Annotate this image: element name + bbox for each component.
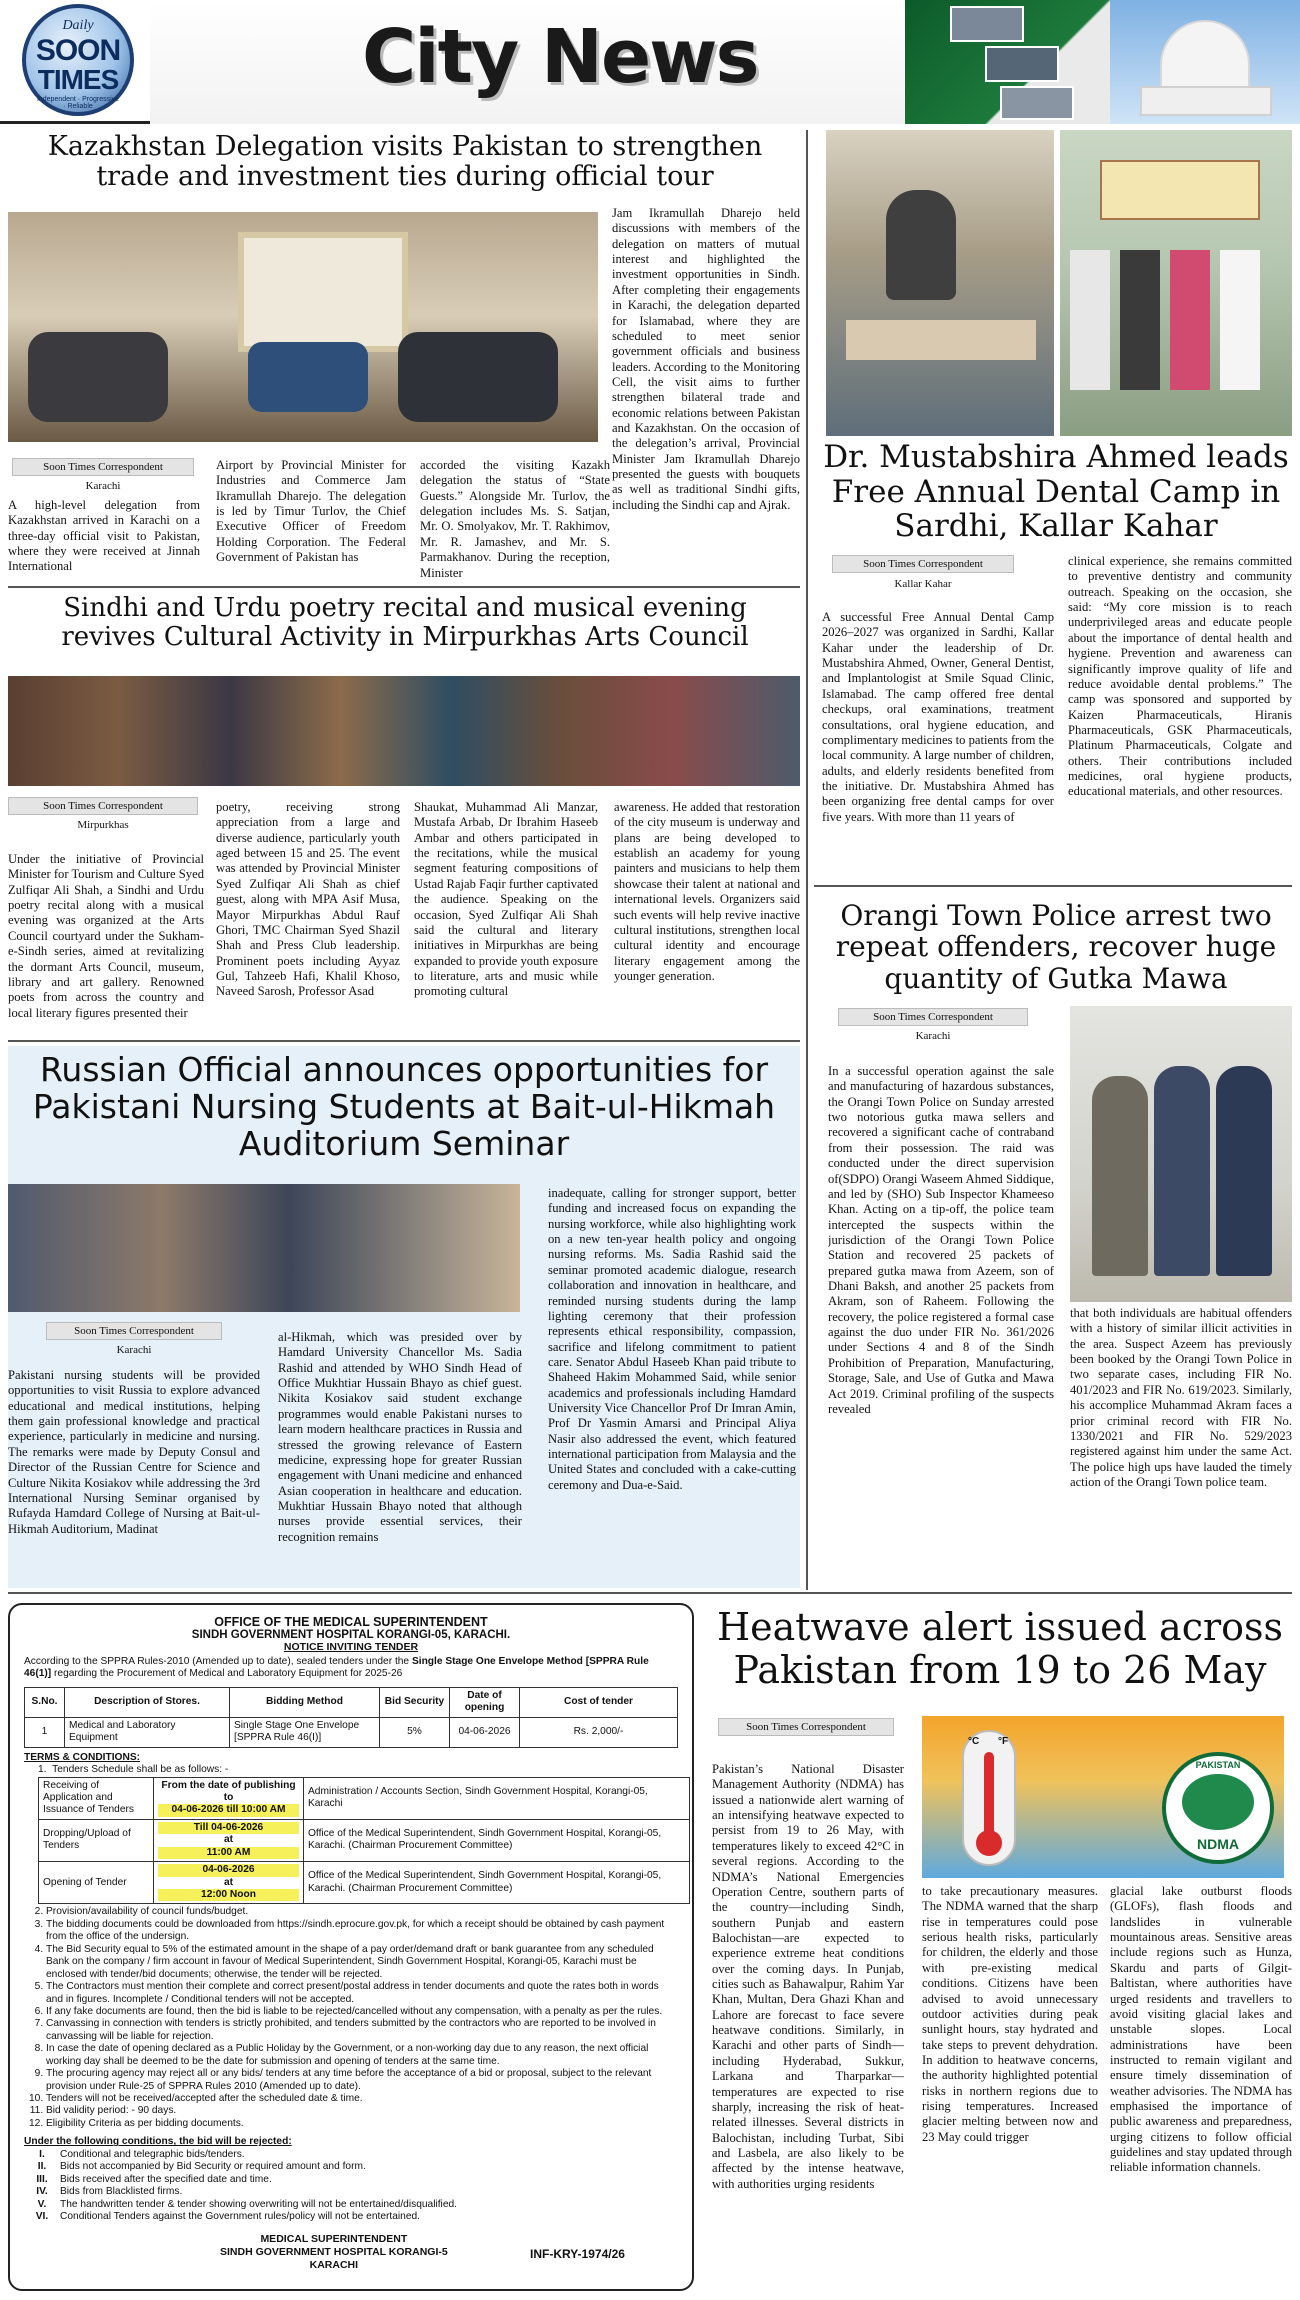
russian-col-2: al-Hikmah, which was presided over by Hamdard University Chancellor Ms. Sadia Rashid and attended by WHO Sindh Head of Office Mukhtiar Hussain Bhayo as chief guest. Nikita Kosiakov said student exchange programmes would enable Pakistani nurses to learn modern healthcare practices in Russia and stressed the growing relevance of Eastern medicine, expressing hope for greater Russian engagement with Unani medicine and enhanced Asian cooperation in healthcare and education. Mukhtiar Hussain Bhayo noted that although nurses provide essential services, their recognition remains <box>278 1330 522 1544</box>
heatwave-col-2: to take precautionary measures. The NDMA warned that the sharp rise in temperatures could pose serious health risks, particularly for children, the elderly and those with pre-existing medical conditions. Citizens have been advised to avoid unnecessary outdoor activities during peak sunlight hours, stay hydrated and take steps to prevent dehydration. In addition to heatwave concerns, the authority highlighted potential risks in northern regions due to rising temperatures. Increased glacier melting between now and 23 May could trigger <box>922 1884 1098 2144</box>
dateline-kazakh: Karachi <box>85 480 121 492</box>
header-portrait-1 <box>950 6 1024 42</box>
term-item: 10. Tenders will not be received/accepted after the scheduled date & time. <box>46 2093 678 2105</box>
sched-r2-mid-c: 11:00 AM <box>158 1847 299 1859</box>
condition-row <box>24 2211 678 2223</box>
masthead <box>0 0 1300 124</box>
headline-orangi[interactable]: Orangi Town Police arrest two repeat offenders, recover huge quantity of Gutka Mawa <box>835 899 1277 995</box>
heatwave-col-1: Pakistan’s National Disaster Management Authority (NDMA) has issued a nationwide alert warning of an intensifying heatwave expected to persist from 19 to 26 May, with temperatures likely to exceed 42°C in several regions. According to the NDMA’s National Emergencies Operation Centre, southern parts of the country—including Sindh, southern Punjab and eastern Balochistan—are expected to experience extreme heat conditions over the coming days. In Punjab, cities such as Bahawalpur, Rahim Yar Khan, Multan, Dera Ghazi Khan and Lahore are forecast to face severe heatwave conditions. Similarly, in Karachi and other parts of Sindh—including Hyderabad, Sukkur, Larkana and Tharparkar—temperatures are expected to rise sharply, increasing the risk of heat-related illnesses. Several districts in Balochistan, including Turbat, Sibi and Lasbela, are also likely to be affected by the intense heatwave, with authorities urging residents <box>712 1762 904 2191</box>
kazakh-col-4: Jam Ikramullah Dharejo held discussions with members of the delegation on matters of mutual interest and highlighted the investment opportunities in Sindh. After completing their engagements in Karachi, the delegation departed for Islamabad, where they are scheduled to meet senior government officials and business leaders. According to the Monitoring Cell, the visit aims to further strengthen bilateral trade and economic relations between Pakistan and Kazakhstan. On the occasion of the delegation’s arrival, Provincial Minister Jam Ikramullah Dharejo presented the guests with bouquets as well as traditional Sindhi gifts, including the Sindhi cap and Ajrak. <box>612 206 800 512</box>
term-item[interactable]: 3. The bidding documents could be downloaded from https://sindh.eprocure.gov.pk, for which a receipt should be obtained by cash payment from the office of the undersign. <box>46 1919 678 1944</box>
sched-r3-mid-b: at <box>223 1876 234 1888</box>
term-item: 2. Provision/availability of council funds/budget. <box>46 1906 678 1918</box>
dateline-russian: Karachi <box>116 1344 152 1356</box>
condition-row <box>24 2174 678 2186</box>
condition-text: Bids not accompanied by Bid Security or required amount and form. <box>60 2161 366 2173</box>
headline-russian[interactable]: Russian Official announces opportunities for Pakistani Nursing Students at Bait-ul-Hikmah Auditorium Seminar <box>32 1050 776 1163</box>
schedule-table <box>38 1777 690 1905</box>
section-divider <box>8 1040 800 1042</box>
dateline-poetry: Mirpurkhas <box>77 819 129 831</box>
poetry-col-2: poetry, receiving strong appreciation from a large and diverse audience, particularly youth aged between 15 and 25. The event was attended by Provincial Minister Syed Zulfiqar Ali Shah as chief guest, along with MPA Asif Musa, Mayor Mirpurkhas Abdul Rauf Ghori, TMC Chairman Syed Shazil Shah and Press Club leadership. Prominent poets including Ayyaz Gul, Tahzeeb Hafi, Khalil Khoso, Naveed Sarosh, Professor Asad <box>216 800 400 999</box>
tender-intro <box>24 1656 678 1681</box>
th-sno: S.No. <box>25 1687 65 1717</box>
sign-line-3: KARACHI <box>309 2258 359 2271</box>
byline-orangi: Soon Times Correspondent <box>838 1008 1028 1026</box>
sched-r2-mid <box>154 1819 304 1861</box>
condition-text: Bids from Blacklisted firms. <box>60 2186 183 2198</box>
table-row <box>25 1717 678 1747</box>
condition-num: V. <box>37 2198 47 2210</box>
condition-row <box>24 2199 678 2211</box>
byline-dental: Soon Times Correspondent <box>832 555 1014 573</box>
cell-security: 5% <box>380 1717 450 1747</box>
condition-num: I. <box>39 2148 45 2160</box>
cell-opening: 04-06-2026 <box>450 1717 520 1747</box>
dateline-orangi: Karachi <box>915 1030 951 1042</box>
dental-col-2: clinical experience, she remains committed to preventive dentistry and community outreach. Speaking on the occasion, she said: “My core mission is to reach underprivileged areas and educate people about the importance of dental health and hygiene. Prevention and awareness can significantly improve quality of life and reduce avoidable dental problems.” The camp was sponsored and supported by Kaizen Pharmaceuticals, Hiranis Pharmaceuticals, GSK Pharmaceuticals, Platinum Pharmaceuticals, Colgate and others. Their contributions included medicines, oral hygiene products, educational materials, and other resources. <box>1068 554 1292 799</box>
mazar-base-graphic <box>1140 86 1272 116</box>
tender-notice <box>8 1603 694 2291</box>
russian-col-1: Pakistani nursing students will be provided opportunities to visit Russia to explore advanced educational and medical institutions, helping them gain professional knowledge and practical experience, particularly in medicine and nursing. The remarks were made by Deputy Consul and Director of the Russian Centre for Science and Culture Nikita Kosiakov while addressing the 3rd International Nursing Seminar organised by Rufayda Hamdard College of Nursing at Bait-ul-Hikmah Auditorium, Madinat <box>8 1368 260 1536</box>
sign-line-2: SINDH GOVERNMENT HOSPITAL KORANGI-5 <box>220 2245 448 2258</box>
section-divider <box>8 586 800 588</box>
sched-r1-mid-a: From the date of publishing <box>161 1779 296 1791</box>
section-title: City News <box>362 14 758 100</box>
th-bidding: Bidding Method <box>230 1687 380 1717</box>
table-row <box>39 1862 690 1904</box>
term-item: 4. The Bid Security equal to 5% of the estimated amount in the shape of a pay order/demand draft or bank guarantee from any scheduled Bank on the company / firm account in favour of Medical Superintendent, Sindh Government Hospital, Korangi-05, Karachi must be enclosed with tender/bid documents; otherwise, the tender will be rejected. <box>46 1944 678 1981</box>
condition-text: Bids received after the specified date and time. <box>60 2173 272 2185</box>
section-divider <box>814 885 1292 887</box>
th-cost: Cost of tender <box>520 1687 678 1717</box>
soon-times-logo[interactable] <box>22 4 134 116</box>
sched-r1-label: Receiving of Application and Issuance of Tenders <box>39 1777 154 1819</box>
kazakh-col-3: accorded the visiting Kazakh delegation the status of “State Guests.” Alongside Mr. Turlov, the delegation includes Ms. S. Satjan, Mr. O. Smolyakov, Mr. T. Rakhimov, Mr. R. Jamashev, and Mr. S. Parmakhanov. During the reception, Minister <box>420 458 610 580</box>
th-description: Description of Stores. <box>65 1687 230 1717</box>
poetry-col-4: awareness. He added that restoration of the city museum is underway and plans are being developed to establish an academy for young painters and musicians to help them showcase their talent at national and international levels. Organizers said such events will help revive inactive cultural institutions, strengthen local cultural identity and encourage literary engagement among the younger generation. <box>614 800 800 983</box>
condition-num: III. <box>36 2173 48 2185</box>
inf-kry-code: INF-KRY-1974/26 <box>530 2247 625 2261</box>
tender-intro-b: Single Stage One Envelope Method [SPPRA Rule 46(1)] <box>24 1656 649 1680</box>
sched-r2-mid-b: at <box>223 1834 234 1846</box>
logo-daily: Daily <box>62 18 94 33</box>
tender-table <box>24 1687 678 1748</box>
thermo-f-label: °F <box>998 1736 1009 1747</box>
photo-nursing-seminar <box>8 1184 520 1312</box>
schedule-intro: 1. Tenders Schedule shall be as follows: - <box>38 1764 229 1776</box>
orangi-col-2: that both individuals are habitual offenders with a history of similar illicit activities in the area. Suspect Azeem has previously been booked by the Orangi Town Police in two separate cases, including FIR No. 401/2023 and FIR No. 619/2023. Similarly, his accomplice Muhammad Akram faces a prior criminal record with FIR No. 1330/2021 and FIR No. 529/2023 registered against him under the same Act. The police high ups have lauded the timely action of the Orangi Town police team. <box>1070 1306 1292 1489</box>
heatwave-col-3: glacial lake outburst floods (GLOFs), flash floods and landslides in vulnerable mountainous areas. Sensitive areas include regions such as Hunza, Skardu and parts of Gilgit-Baltistan, where authorities have urged residents and travellers to avoid visiting glacial lakes and unstable slopes. Local administrations have been instructed to remain vigilant and ensure timely dissemination of weather advisories. The NDMA has emphasised the importance of public awareness and preparedness, urging citizens to follow official guidelines and stay updated through reliable information channels. <box>1110 1884 1292 2175</box>
sched-r3-mid-a: 04-06-2026 <box>158 1864 299 1876</box>
condition-row <box>24 2149 678 2161</box>
condition-num: II. <box>37 2161 47 2173</box>
column-divider <box>806 130 808 1590</box>
sched-r3-right: Office of the Medical Superintendent, Sindh Government Hospital, Korangi-05, Karachi. (Chairman Procurement Committee) <box>304 1862 690 1904</box>
terms-title: TERMS & CONDITIONS: <box>24 1751 141 1763</box>
cell-description: Medical and Laboratory Equipment <box>65 1717 230 1747</box>
thermometer-icon <box>962 1730 1016 1866</box>
headline-dental[interactable]: Dr. Mustabshira Ahmed leads Free Annual Dental Camp in Sardhi, Kallar Kahar <box>823 439 1289 545</box>
logo-soon: SOON <box>35 34 121 67</box>
byline-kazakh: Soon Times Correspondent <box>12 458 194 476</box>
term-item: 7. Canvassing in connection with tenders is strictly prohibited, and tenders submitted by the contractors who are reported to be involved in canvassing will be liable for rejection. <box>46 2018 678 2043</box>
byline-russian: Soon Times Correspondent <box>46 1322 222 1340</box>
logo-times: TIMES <box>37 64 119 95</box>
byline-poetry: Soon Times Correspondent <box>8 797 198 815</box>
sched-r2-label: Dropping/Upload of Tenders <box>39 1819 154 1861</box>
poetry-col-3: Shaukat, Muhammad Ali Manzar, Mustafa Arbab, Dr Ibrahim Haseeb Ambar and others participated in the recitations, while the musical segment featuring compositions of Ustad Rajab Faqir further captivated the audience. Speaking on the occasion, Syed Zulfiqar Ali Shah said the cultural and literary initiatives in Mirpurkhas are being expanded to provide youth exposure to literature, arts and music while promoting cultural <box>414 800 598 999</box>
photo-thermometer <box>922 1716 1284 1878</box>
header-portrait-2 <box>985 46 1059 82</box>
byline-heatwave: Soon Times Correspondent <box>718 1718 894 1736</box>
headline-poetry[interactable]: Sindhi and Urdu poetry recital and musical evening revives Cultural Activity in Mirpurkhas Arts Council <box>61 593 749 653</box>
term-item: 8. In case the date of opening declared as a Public Holiday by the Government, or a non-working day due to any reason, the next official working day shall be deemed to be the date for submission and opening of tenders at the same time. <box>46 2043 678 2068</box>
sched-r3-mid-c: 12:00 Noon <box>158 1889 299 1901</box>
condition-row <box>24 2186 678 2198</box>
ndma-ring-text: PAKISTAN <box>1195 1760 1241 1770</box>
sched-r2-mid-a: Till 04-06-2026 <box>158 1822 299 1834</box>
tender-signature <box>220 2233 448 2271</box>
section-divider <box>8 1592 1292 1594</box>
ndma-label: NDMA <box>1197 1836 1239 1852</box>
photo-dental-checkup <box>826 130 1054 436</box>
schedule-intro-text: Tenders Schedule shall be as follows: - <box>52 1764 229 1776</box>
term-item: 5. The Contractors must mention their complete and correct present/postal address in tender documents and quote the rates both in words and in figures. Incomplete / Conditional tenders will not be accepted. <box>46 1981 678 2006</box>
photo-kazakh-meeting <box>8 212 598 442</box>
condition-text: Conditional Tenders against the Government rules/policy will not be entertained. <box>60 2210 420 2222</box>
logo-tagline: Independent · Progressive · Reliable <box>36 96 120 110</box>
tender-intro-a: According to the SPPRA Rules-2010 (Amended up to date), sealed tenders under the <box>24 1656 412 1667</box>
terms-list <box>24 1906 678 2130</box>
sched-r1-mid-b: to <box>223 1791 234 1803</box>
th-security: Bid Security <box>380 1687 450 1717</box>
photo-poetry-collage <box>8 676 800 786</box>
kazakh-col-1: A high-level delegation from Kazakhstan arrived in Karachi on a three-day official visit to Pakistan, where they were received at Jinnah International <box>8 498 200 574</box>
header-portrait-3 <box>1000 86 1074 120</box>
sched-r3-label: Opening of Tender <box>39 1862 154 1904</box>
thermo-c-label: °C <box>968 1736 980 1747</box>
term-item: 6. If any fake documents are found, then the bid is liable to be rejected/cancelled without any compensation, with a penalty as per the rules. <box>46 2006 678 2018</box>
photo-dental-team <box>1060 130 1292 436</box>
ndma-logo <box>1162 1752 1274 1864</box>
tender-notice-title: NOTICE INVITING TENDER <box>283 1641 419 1653</box>
russian-col-3: inadequate, calling for stronger support, better funding and increased focus on expanding the nursing workforce, while also highlighting work on a new ten-year health policy and ongoing nursing reforms. Ms. Sadia Rashid said the seminar promoted academic dialogue, research collaboration and innovation in healthcare, and reminded nursing students during the lamp lighting ceremony that their profession represents ethical responsibility, compassion, sacrifice and lifelong commitment to patient care. Senator Abdul Haseeb Khan paid tribute to Shaheed Hakim Mohammed Said, while senior academics and professionals including Hamdard University Vice Chancellor Prof Dr Imran Amin, Prof Dr Yasmin Amarsi and Principal Aliya Nasir also addressed the event, which featured international participation from Malaysia and the United States and concluded with a cake-cutting ceremony and Dua-e-Said. <box>548 1186 796 1492</box>
headline-heatwave[interactable]: Heatwave alert issued across Pakistan from 19 to 26 May <box>716 1605 1284 1692</box>
sched-r1-mid-c: 04-06-2026 till 10:00 AM <box>158 1804 299 1816</box>
term-item: 9. The procuring agency may reject all or any bids/ tenders at any time before the acceptance of a bid or proposal, subject to the relevant provision under Rule-25 of SPPRA Rules 2010 (Amended up to date). <box>46 2068 678 2093</box>
photo-orangi-suspects <box>1070 1006 1292 1302</box>
condition-num: VI. <box>35 2210 49 2222</box>
headline-kazakhstan[interactable]: Kazakhstan Delegation visits Pakistan to strengthen trade and investment ties during official tour <box>47 131 763 193</box>
poetry-col-1: Under the initiative of Provincial Minister for Tourism and Culture Syed Zulfiqar Ali Shah, a Sindhi and Urdu poetry recital along with a musical evening was organized at the Arts Council courtyard under the Sukham-e-Sindh series, aimed at revitalizing the dormant Arts Council, museum, library and art gallery. Renowned poets from across the country and local literary figures presented their <box>8 852 204 1020</box>
sched-r3-mid <box>154 1862 304 1904</box>
sched-r1-right: Administration / Accounts Section, Sindh Government Hospital, Korangi-05, Karachi <box>304 1777 690 1819</box>
dental-col-1: A successful Free Annual Dental Camp 2026–2027 was organized in Sardhi, Kallar Kahar under the leadership of Dr. Mustabshira Ahmed, Owner, General Dentist, and Implantologist at Smile Squad Clinic, Islamabad. The camp offered free dental checkups, oral examinations, treatment consultations, oral hygiene education, and complimentary medicines to patients from the local community. A large number of children, adults, and elderly residents benefited from the initiative. Dr. Mustabshira Ahmed has been organizing free dental camps for over five years. With more than 11 years of <box>822 610 1054 824</box>
condition-text: The handwritten tender & tender showing overwriting will not be entertained/disqualified. <box>60 2198 457 2210</box>
table-row <box>39 1819 690 1861</box>
conditions-title: Under the following conditions, the bid will be rejected: <box>24 2136 292 2148</box>
term-item: 11. Bid validity period: - 90 days. <box>46 2105 678 2117</box>
term-item: 12. Eligibility Criteria as per bidding documents. <box>46 2118 678 2130</box>
sched-r1-mid <box>154 1777 304 1819</box>
tender-intro-c: regarding the Procurement of Medical and Laboratory Equipment for 2025-26 <box>51 1668 403 1680</box>
condition-num: IV. <box>36 2186 48 2198</box>
tender-hospital: SINDH GOVERNMENT HOSPITAL KORANGI-05, KARACHI. <box>191 1629 511 1641</box>
dateline-dental: Kallar Kahar <box>894 578 952 590</box>
orangi-col-1: In a successful operation against the sale and manufacturing of hazardous substances, the Orangi Town Police on Sunday arrested two notorious gutka mawa sellers and recovered a significant cache of contraband from their possession. The raid was conducted under the direct supervision of(SDPO) Orangi Waseem Ahmed Siddique, and led by (SHO) Sub Inspector Khameeso Khan. Acting on a tip-off, the police team intercepted the suspects within the jurisdiction of the Orangi Town Police Station and recovered 25 packets of prepared gutka mawa from Azeem, son of Dhani Baksh, and another 25 packets from Akram, son of Raheem. Following the recovery, the police registered a formal case against the duo under FIR No. 361/2026 under Sections 4 and 8 of the Sindh Prohibition of Preparation, Manufacturing, Storage, Sale, and Use of Gutka and Mawa Act 2019. Criminal profiling of the suspects revealed <box>828 1064 1054 1416</box>
condition-text: Conditional and telegraphic bids/tenders. <box>60 2148 245 2160</box>
th-opening: Date of opening <box>450 1687 520 1717</box>
cell-sno: 1 <box>25 1717 65 1747</box>
sign-line-1: MEDICAL SUPERINTENDENT <box>260 2233 408 2245</box>
cell-cost: Rs. 2,000/- <box>520 1717 678 1747</box>
kazakh-col-2: Airport by Provincial Minister for Industries and Commerce Jam Ikramullah Dharejo. The delegation is led by Timur Turlov, the Chief Executive Officer of Freedom Holding Corporation. The Federal Government of Pakistan has <box>216 458 406 565</box>
cell-bidding: Single Stage One Envelope [SPPRA Rule 46(I)] <box>230 1717 380 1747</box>
sched-r2-right: Office of the Medical Superintendent, Sindh Government Hospital, Korangi-05, Karachi. (Chairman Procurement Committee) <box>304 1819 690 1861</box>
condition-row <box>24 2161 678 2173</box>
tender-office: OFFICE OF THE MEDICAL SUPERINTENDENT <box>214 1615 488 1629</box>
table-row <box>39 1777 690 1819</box>
